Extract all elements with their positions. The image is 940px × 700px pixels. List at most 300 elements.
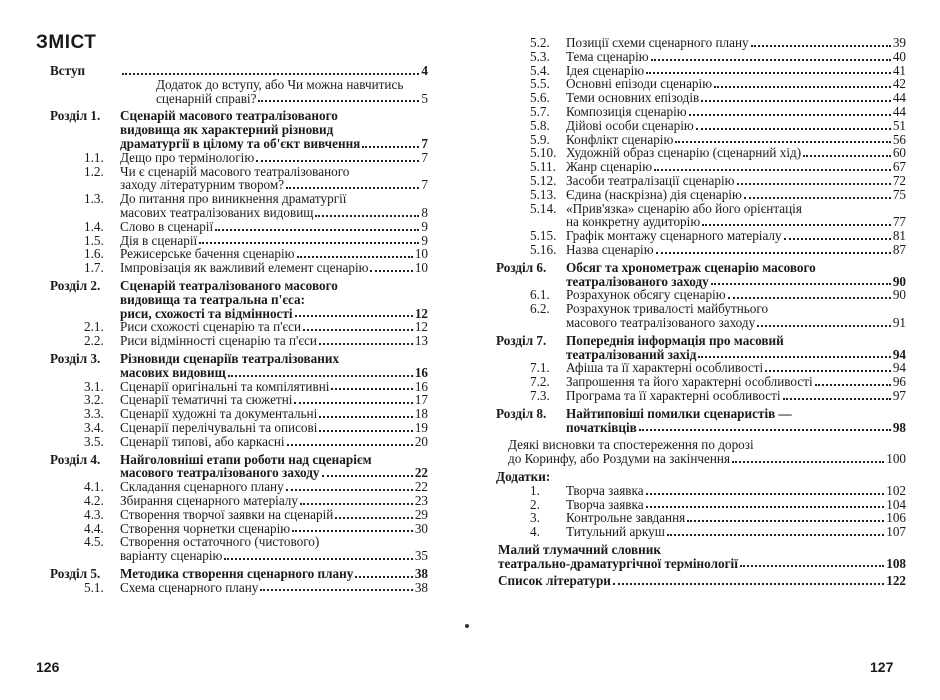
entry-number: 5.6. [530,90,550,106]
toc-entry[interactable] [496,50,906,64]
entry-number: 4.1. [84,479,104,495]
entry-number: 1.6. [84,246,104,262]
entry-text-line: Риси схожості сценарію та п'єси [120,319,302,335]
entry-body [566,77,906,91]
toc-entry[interactable] [50,247,428,261]
entry-text-line: масових видовищ [120,364,226,380]
entry-last-line [120,151,428,165]
toc-entry[interactable] [496,188,906,202]
toc-entry[interactable] [50,192,428,220]
dot-leader [331,388,412,390]
page-ref: 5 [421,90,428,106]
entry-number: 5.8. [530,117,550,133]
page-ref: 4 [421,63,428,78]
entry-text-line: Тема сценарію [566,48,649,64]
entry-text-line: Деякі висновки та спостереження по дорозі [508,437,754,453]
toc-entry[interactable] [496,438,906,466]
entry-text-line: Творча заявка [566,496,644,512]
dot-leader [646,506,885,508]
entry-body [120,165,428,193]
entry-last-line [120,480,428,494]
dot-leader [258,100,419,102]
entry-last-line [120,581,428,595]
toc-entry[interactable] [496,119,906,133]
entry-text-line: заходу літературним твором? [120,177,285,193]
entry-last-line [566,36,906,50]
dot-leader [675,141,890,143]
toc-entry[interactable] [496,229,906,243]
page-ref: 72 [892,172,906,188]
page-ref: 20 [414,433,428,449]
entry-text-line: Розрахунок обсягу сценарію [566,287,726,303]
entry-text-line: Засоби театралізації сценарію [566,172,735,188]
toc-entry[interactable] [50,279,428,320]
page-number-left: 126 [36,659,60,675]
entry-body [566,484,906,498]
toc-entry[interactable] [50,522,428,536]
entry-number: 3.4. [84,419,104,435]
entry-last-line [120,549,428,563]
entry-text-line: на конкретну аудиторію [566,214,701,230]
dot-leader [362,146,419,148]
dot-leader [303,329,413,331]
dot-leader [215,229,419,231]
entry-number: 5.16. [530,241,557,257]
entry-number: 3.1. [84,378,104,394]
entry-text-line: театралізованого заходу [566,273,709,289]
toc-entry[interactable] [50,581,428,595]
entry-body [566,498,906,512]
entry-body [566,50,906,64]
entry-number: 1.7. [84,260,104,276]
toc-entry[interactable] [50,234,428,248]
dot-leader [784,238,891,240]
entry-number: 5.2. [530,35,550,50]
entry-body [566,525,906,539]
page-ref: 9 [421,232,428,248]
toc-entry[interactable] [50,393,428,407]
entry-text-line: масового театралізованого заходу [566,314,756,330]
entry-last-line [566,348,906,362]
entry-last-line [566,316,906,330]
toc-entry[interactable] [50,261,428,275]
page-ref: 42 [892,76,906,92]
toc-entry[interactable] [496,36,906,50]
entry-last-line [120,466,428,480]
dot-leader [689,114,891,116]
toc-entry[interactable] [50,567,428,581]
entry-last-line [566,511,906,525]
toc-entry[interactable] [50,508,428,522]
entry-last-line [498,557,906,571]
entry-text-line: драматургії в цілому та об'єкт вивчення [120,135,361,151]
entry-last-line [120,366,428,380]
entry-last-line [566,525,906,539]
dot-leader [322,475,413,477]
entry-number: 1.3. [84,191,104,207]
entry-last-line [566,361,906,375]
entry-text-line: масових театралізованих видовищ [120,204,314,220]
toc-entry[interactable] [50,435,428,449]
entry-body [566,91,906,105]
toc-entry[interactable] [496,375,906,389]
toc-entry[interactable] [50,480,428,494]
entry-text-line: Попереднія інформація про масовий [566,332,784,348]
dot-leader [294,402,412,404]
entry-text-line: Чи є сценарій масового театралізованого [120,163,350,179]
print-dot [465,624,469,628]
dot-leader [335,517,413,519]
entry-body [566,64,906,78]
toc-entry[interactable] [50,453,428,481]
page-ref: 81 [892,228,906,244]
entry-body [120,192,428,220]
page-ref: 94 [892,360,906,376]
entry-body [120,407,428,421]
entry-text-line: «Прив'язка» сценарію або його орієнтація [566,200,802,216]
entry-last-line [566,64,906,78]
entry-text-line: Дійові особи сценарію [566,117,694,133]
entry-body [120,453,428,481]
entry-number: Розділ 3. [50,350,101,366]
toc-entry[interactable] [496,389,906,403]
entry-last-line [566,389,906,403]
entry-text-line: видовища як характерний різновид [120,122,334,138]
entry-number: 5.11. [530,159,556,175]
page-ref: 98 [892,419,906,435]
dot-leader [122,73,419,75]
dot-leader [286,489,413,491]
entry-body [120,220,428,234]
entry-last-line [120,334,428,348]
entry-text-line: до Коринфу, або Роздуми на закінчення [508,451,731,467]
entry-body [120,64,428,78]
toc-entry[interactable] [496,243,906,257]
dot-leader [667,534,884,536]
entry-text-line: Створення творчої заявки на сценарій [120,506,334,522]
page-ref: 22 [414,465,428,481]
entry-last-line [120,494,428,508]
entry-number: 2.2. [84,333,104,349]
page-ref: 30 [414,520,428,536]
dot-leader [228,375,413,377]
entry-last-line [120,435,428,449]
entry-text-line: Складання сценарного плану [120,479,284,495]
entry-text-line: Створення чорнетки сценарію [120,520,291,536]
toc-entry[interactable] [496,525,906,539]
dot-leader [260,589,412,591]
dot-leader [711,283,891,285]
dot-leader [646,493,885,495]
entry-text-line: видовища та театральна п'єса: [120,291,306,307]
toc-entry[interactable] [50,494,428,508]
entry-text-line: Різновиди сценаріїв театралізованих [120,350,340,366]
entry-last-line [120,407,428,421]
entry-number: Розділ 6. [496,259,547,275]
dot-leader [319,343,413,345]
entry-text-line: Дія в сценарії [120,232,198,248]
entry-text-line: Назва сценарію [566,241,654,257]
toc-entry[interactable] [496,574,906,588]
entry-text-line: Сценарії перелічувальні та описові [120,419,318,435]
toc-entry[interactable] [496,407,906,435]
page-ref: 97 [892,387,906,403]
page-ref: 107 [886,524,906,540]
dot-leader [654,169,891,171]
entry-number: 1.2. [84,163,104,179]
toc-entry[interactable] [496,160,906,174]
entry-last-line [566,91,906,105]
entry-number: 2. [530,496,540,512]
toc-entry[interactable] [496,174,906,188]
page-ref: 9 [421,218,428,234]
entry-text-line: Сценарій театралізованого масового [120,277,338,293]
entry-body [496,438,906,466]
entry-body [566,105,906,119]
page-ref: 16 [414,378,428,394]
toc-entry[interactable] [496,91,906,105]
entry-text-line: Додаток до вступу, або Чи можна навчитись [156,76,404,92]
dot-leader [292,530,413,532]
entry-last-line [120,522,428,536]
entry-number: 5.5. [530,76,550,92]
entry-body [120,393,428,407]
page-ref: 60 [892,145,906,161]
entry-text-line: Творча заявка [566,482,644,498]
entry-last-line [566,174,906,188]
entry-body [120,581,428,595]
dot-leader [639,429,891,431]
page-title: ЗМІСТ [36,32,97,53]
dot-leader [256,160,419,162]
entry-body [566,146,906,160]
dot-leader [286,187,419,189]
entry-text-line: Список літератури [498,573,611,589]
toc-entry[interactable] [496,202,906,230]
entry-text-line: Жанр сценарію [566,159,653,175]
entry-body [566,407,906,435]
entry-text-line: Дещо про термінологію [120,149,255,165]
dot-leader [728,297,891,299]
entry-body [120,522,428,536]
toc-entry[interactable] [496,334,906,362]
page-ref: 104 [886,496,906,512]
entry-body [120,334,428,348]
toc-entry[interactable] [50,380,428,394]
dot-leader [656,252,891,254]
toc-entry[interactable] [50,421,428,435]
entry-last-line [120,137,428,151]
dot-leader [613,583,884,585]
toc-entry[interactable] [496,133,906,147]
toc-entry[interactable] [50,334,428,348]
entry-body [566,470,906,484]
entry-text-line: Імпровізація як важливий елемент сценарію [120,260,369,276]
entry-body [566,119,906,133]
entry-text-line: Малий тлумачний словник [498,541,661,557]
entry-last-line [508,452,906,466]
page-ref: 16 [414,364,428,380]
dot-leader [737,183,891,185]
entry-last-line [120,247,428,261]
entry-last-line [566,375,906,389]
entry-last-line [566,119,906,133]
entry-text-line: Методика створення сценарного плану [120,565,354,581]
toc-entry[interactable] [496,64,906,78]
dot-leader [701,100,891,102]
dot-leader [370,270,412,272]
entry-body [120,279,428,320]
page-ref: 100 [886,451,906,467]
page-ref: 19 [414,419,428,435]
entry-text-line: Схема сценарного плану [120,579,259,595]
page-ref: 75 [892,186,906,202]
toc-entry[interactable] [50,78,428,106]
entry-number: Розділ 1. [50,108,101,124]
page-ref: 51 [892,117,906,133]
page-ref: 106 [886,510,906,526]
entry-last-line [120,307,428,321]
toc-right [496,36,906,588]
entry-number: 5.3. [530,48,550,64]
entry-text-line: Найтиповіші помилки сценаристів — [566,405,792,421]
entry-text-line: Режисерське бачення сценарію [120,246,295,262]
dot-leader [751,45,891,47]
entry-number: 3.3. [84,406,104,422]
toc-entry[interactable] [496,361,906,375]
dot-leader [803,155,891,157]
entry-body [566,229,906,243]
entry-number: 3.5. [84,433,104,449]
toc-entry[interactable] [50,165,428,193]
entry-body [566,133,906,147]
toc-left [50,60,428,594]
entry-text-line: Створення остаточного (чистового) [120,534,320,550]
entry-number: 5.12. [530,172,557,188]
page-ref: 87 [892,241,906,257]
toc-entry[interactable] [496,288,906,302]
entry-body [120,508,428,522]
toc-entry[interactable] [50,320,428,334]
entry-last-line [120,393,428,407]
entry-number: 7.2. [530,374,550,390]
entry-body [566,261,906,289]
entry-last-line [498,574,906,588]
dot-leader [757,325,891,327]
page-ref: 122 [886,573,906,589]
toc-entry[interactable] [496,302,906,330]
page-ref: 94 [892,346,906,362]
entry-last-line [566,50,906,64]
entry-number: Розділ 5. [50,565,101,581]
toc-entry[interactable] [496,511,906,525]
entry-last-line [120,261,428,275]
entry-text-line: Художній образ сценарію (сценарний хід) [566,145,802,161]
toc-entry[interactable] [496,470,906,484]
entry-text-line: Найголовніші етапи роботи над сценарієм [120,451,372,467]
entry-text-line: Сценарії художні та документальні [120,406,318,422]
dot-leader [319,430,412,432]
entry-body [120,234,428,248]
entry-text-line: Контрольне завдання [566,510,686,526]
toc-entry[interactable] [496,543,906,571]
page-ref: 10 [414,260,428,276]
toc-entry[interactable] [50,151,428,165]
toc-entry[interactable] [50,535,428,563]
entry-number: 6.1. [530,287,550,303]
entry-text-line: До питання про виникнення драматургії [120,191,347,207]
toc-entry[interactable] [496,498,906,512]
toc-entry[interactable] [496,261,906,289]
entry-last-line [566,243,906,257]
toc-entry[interactable] [50,352,428,380]
entry-body [566,288,906,302]
page-ref: 38 [414,579,428,595]
entry-last-line [566,105,906,119]
page-ref: 39 [892,35,906,50]
toc-entry[interactable] [50,407,428,421]
dot-leader [295,315,413,317]
entry-text-line: Єдина (наскрізна) дія сценарію [566,186,742,202]
toc-entry[interactable] [50,64,428,78]
entry-number: 5.4. [530,62,550,78]
entry-last-line [566,421,906,435]
entry-last-line [566,229,906,243]
entry-number: 1.4. [84,218,104,234]
entry-number: 1.1. [84,149,104,165]
dot-leader [732,461,884,463]
entry-text-line: театрально-драматургічної термінології [498,555,738,571]
entry-number: 3. [530,510,540,526]
page-ref: 108 [886,555,906,571]
entry-last-line [566,160,906,174]
entry-number: Вступ [50,63,86,78]
entry-text-line: Сценарії типові, або каркасні [120,433,285,449]
entry-last-line [120,234,428,248]
entry-text-line: Обсяг та хронометраж сценарію масового [566,259,816,275]
entry-number: Додатки: [496,468,551,484]
page-number-right: 127 [870,659,894,675]
entry-body [120,435,428,449]
entry-number: 6.2. [530,301,550,317]
entry-text-line: театралізований захід [566,346,697,362]
page-ref: 38 [414,565,428,581]
entry-last-line [120,64,428,78]
entry-body [120,320,428,334]
entry-body [566,36,906,50]
toc-entry[interactable] [50,109,428,150]
toc-entry[interactable] [496,105,906,119]
toc-entry[interactable] [496,77,906,91]
page-ref: 8 [421,204,428,220]
entry-body [566,160,906,174]
toc-entry[interactable] [496,146,906,160]
dot-leader [815,384,891,386]
page-ref: 91 [892,314,906,330]
entry-text-line: варіанту сценарію [120,548,223,564]
page-ref: 90 [892,287,906,303]
toc-entry[interactable] [50,220,428,234]
entry-number: 4.2. [84,492,104,508]
entry-body [120,247,428,261]
entry-body [566,389,906,403]
entry-text-line: Графік монтажу сценарного матеріалу [566,228,782,244]
page-ref: 7 [421,177,428,193]
toc-entry[interactable] [496,484,906,498]
entry-text-line: Основні епізоди сценарію [566,76,713,92]
entry-number: 4.5. [84,534,104,550]
entry-body [496,543,906,571]
